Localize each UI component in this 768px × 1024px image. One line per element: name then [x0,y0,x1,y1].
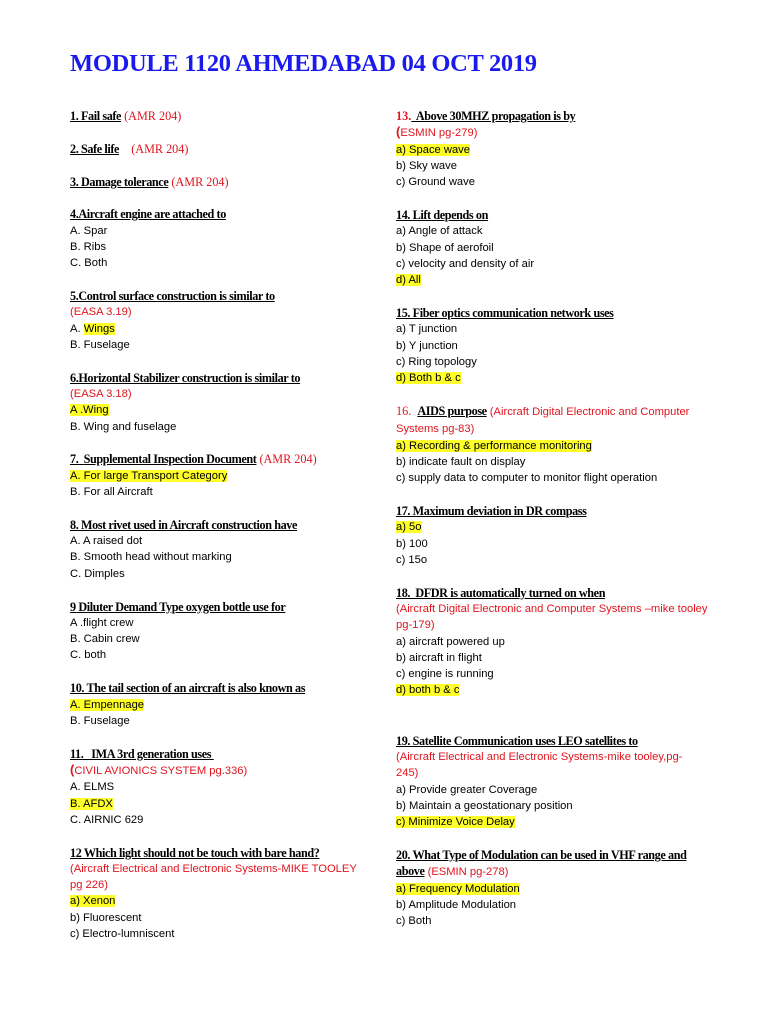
option-c: c) Ground wave [396,176,475,189]
option-b: B. Fuselage [70,338,130,351]
reference: (AMR 204) [121,109,182,123]
reference-paren: ( [70,761,75,777]
question-9 [70,599,385,664]
option-b: b) 100 [396,537,428,550]
question-text: Above 30MHZ propagation is by [411,109,576,123]
question-3 [70,174,385,190]
option-c: c) Both [396,915,432,928]
option-a: A .flight crew [70,616,134,629]
question-text: 15. Fiber optics communication network uses [396,305,614,320]
page-title: MODULE 1120 AHMEDABAD 04 OCT 2019 [70,50,537,77]
option-a: A. A raised dot [70,535,143,548]
option-b: B. Wing and fuselage [70,420,177,433]
option-b: b) Maintain a geostationary position [396,799,573,812]
answer-highlight: Wings [83,322,115,335]
option-a: A. Spar [70,224,108,237]
question-20 [396,847,716,929]
question-text: 11. IMA 3rd generation uses [70,746,214,761]
question-text: 6.Horizontal Stabilizer construction is similar to [70,370,301,385]
option-c: C. Dimples [70,567,125,580]
option-d-answer: d) Both b & c [396,372,461,385]
question-text: 8. Most rivet used in Aircraft construction have [70,517,298,532]
left-column [70,108,385,959]
reference: (AMR 204) [256,452,317,467]
option-a-answer: A. Empennage [70,698,145,711]
reference: (EASA 3.18) [70,388,132,401]
question-4 [70,206,385,271]
option-b: b) Shape of aerofoil [396,241,494,254]
question-15 [396,305,716,386]
question-text: 10. The tail section of an aircraft is also known as [70,681,306,696]
question-8 [70,517,385,582]
option-a-answer: A .Wing [70,404,109,417]
option-a: A. Wings [70,322,115,335]
option-a: a) Provide greater Coverage [396,783,538,796]
question-17 [396,503,716,568]
option-a-answer: a) Frequency Modulation [396,882,520,895]
option-d-answer: d) All [396,274,421,287]
reference: ESMIN pg-279) [400,127,478,140]
question-1 [70,108,385,124]
question-text: 5.Control surface construction is similar to [70,289,275,304]
question-10 [70,680,385,729]
question-12 [70,845,385,943]
question-text: 9 Diluter Demand Type oxygen bottle use for [70,599,286,614]
option-a: a) Angle of attack [396,225,483,238]
question-text: 1. Fail safe [70,109,122,123]
option-c: c) 15o [396,553,428,566]
option-b: b) Sky wave [396,159,457,172]
option-c: C. both [70,649,107,662]
option-a-answer: a) Space wave [396,143,471,156]
reference: (ESMIN pg-278) [424,866,509,879]
question-number: 13. [396,109,412,123]
question-text: 14. Lift depends on [396,207,488,222]
option-b: B. Fuselage [70,714,130,727]
question-number: 7. [70,452,84,467]
question-7 [70,451,385,500]
option-a-answer: a) Xenon [70,895,116,908]
reference: (EASA 3.19) [70,306,132,319]
question-text: 20. What Type of Modulation can be used in VHF range and above [396,847,687,879]
option-c-answer: c) Minimize Voice Delay [396,816,515,829]
option-b: B. Ribs [70,240,107,253]
question-number: 16. [396,403,418,418]
question-13 [396,108,716,190]
option-b: B. Smooth head without marking [70,551,232,564]
question-6 [70,370,385,435]
reference: (Aircraft Digital Electronic and Computer Systems –mike tooley pg-179) [396,602,708,632]
option-c: C. Both [70,257,108,270]
question-text: 18. DFDR is automatically turned on when [396,585,606,600]
reference: (Aircraft Electrical and Electronic Systems-mike tooley,pg-245) [396,751,683,780]
option-a-answer: a) 5o [396,521,422,534]
option-b-answer: B. AFDX [70,797,113,810]
option-c: c) engine is running [396,668,494,681]
question-16 [396,403,716,486]
reference: (Aircraft Electrical and Electronic Systems-MIKE TOOLEY pg 226) [70,862,357,892]
question-5 [70,288,385,353]
right-column [396,108,716,946]
option-a: A. ELMS [70,781,115,794]
option-b: b) Fluorescent [70,911,142,924]
question-2 [70,141,385,157]
question-text: 12 Which light should not be touch with bare hand? [70,845,320,860]
reference: (AMR 204) [168,174,229,189]
option-a-answer: A. For large Transport Category [70,469,228,482]
question-text: 17. Maximum deviation in DR compass [396,503,587,518]
option-b: B. For all Aircraft [70,486,153,499]
option-a: a) T junction [396,323,458,336]
option-c: c) Electro-lumniscent [70,928,175,941]
option-a: a) aircraft powered up [396,635,505,648]
question-18 [396,585,716,699]
question-14 [396,207,716,288]
option-b: B. Cabin crew [70,633,140,646]
reference: CIVIL AVIONICS SYSTEM pg.336) [74,764,248,777]
question-11 [70,746,385,828]
option-c: C. AIRNIC 629 [70,813,144,826]
option-d-answer: d) both b & c [396,684,460,697]
question-text: 19. Satellite Communication uses LEO satellites to [396,733,638,748]
option-b: b) aircraft in flight [396,651,482,664]
option-b: b) Y junction [396,339,458,352]
option-c: c) supply data to computer to monitor flight operation [396,472,658,485]
question-text: AIDS purpose [417,403,487,418]
question-text: 2. Safe life [70,141,120,156]
question-text: 4.Aircraft engine are attached to [70,207,226,222]
question-text: 3. Damage tolerance [70,174,169,189]
question-text: Supplemental Inspection Document [83,452,257,467]
option-c: c) Ring topology [396,355,477,368]
reference-paren: ( [396,124,401,140]
reference: (Aircraft Digital Electronic and Computer Systems pg-83) [396,405,690,436]
reference: (AMR 204) [119,141,189,156]
question-19 [396,733,716,831]
option-b: b) indicate fault on display [396,455,526,468]
option-b: b) Amplitude Modulation [396,898,517,911]
option-a-answer: a) Recording & performance monitoring [396,439,592,452]
option-c: c) velocity and density of air [396,257,535,270]
